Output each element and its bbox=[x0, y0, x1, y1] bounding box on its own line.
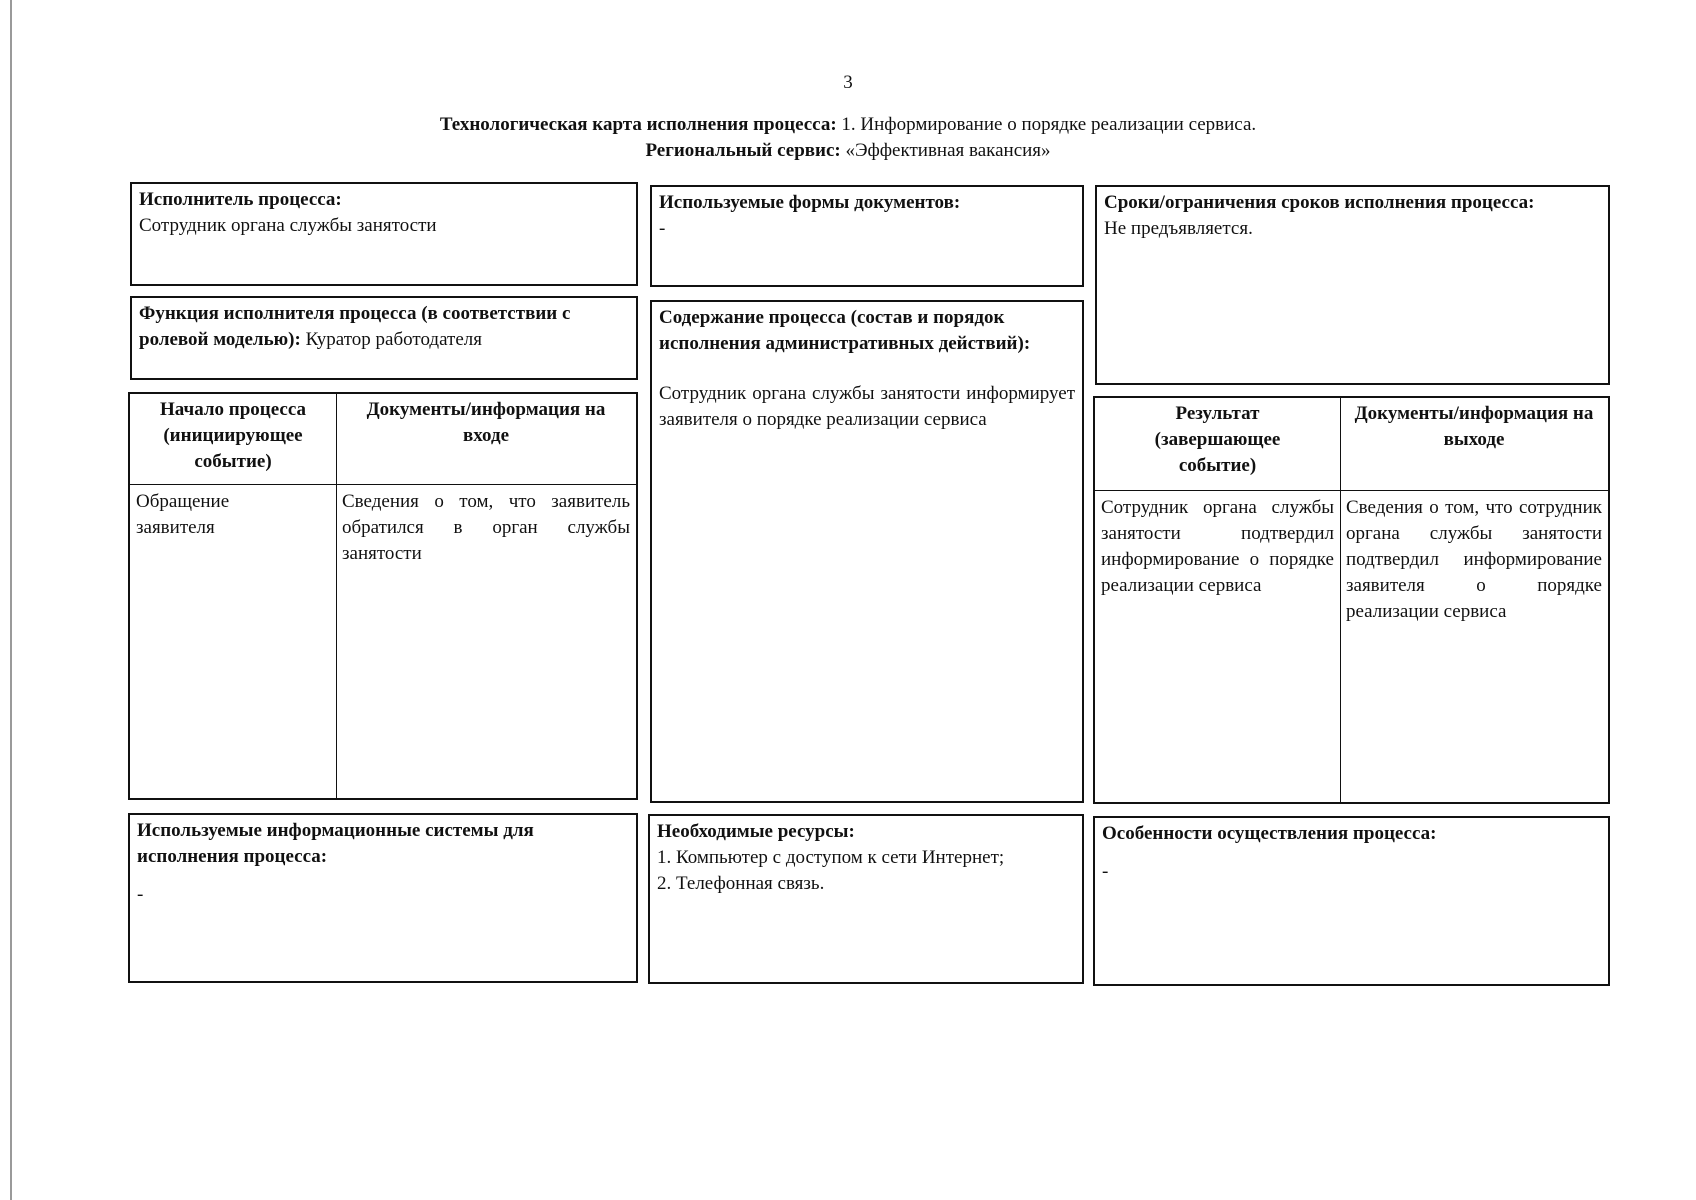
start-cell-event: Обращение заявителя bbox=[136, 491, 230, 538]
start-header-event: Начало процесса (инициирующее событие) bbox=[159, 399, 307, 472]
service-label: Региональный сервис: bbox=[645, 140, 841, 161]
resources-label: Необходимые ресурсы: bbox=[657, 821, 855, 842]
start-cell-docs: Сведения о том, что заявитель обратился в орган службы занятости bbox=[342, 491, 630, 564]
result-table bbox=[1093, 396, 1610, 804]
resources-item: 2. Телефонная связь. bbox=[657, 873, 825, 894]
function-value: Куратор работодателя bbox=[300, 329, 482, 350]
content-box bbox=[650, 300, 1084, 803]
content-value: Сотрудник органа службы занятости информирует заявителя о порядке реализации сервиса bbox=[659, 383, 1075, 430]
deadlines-box bbox=[1095, 185, 1610, 385]
executor-label: Исполнитель процесса: bbox=[139, 189, 342, 210]
forms-box bbox=[650, 185, 1084, 287]
resources-box bbox=[648, 814, 1084, 984]
executor-box bbox=[130, 182, 638, 286]
result-header-event: Результат (завершающее событие) bbox=[1154, 403, 1281, 476]
result-table-header-rule bbox=[1095, 490, 1608, 491]
content-label: Содержание процесса (состав и порядок исполнения административных действий): bbox=[659, 307, 1031, 354]
executor-value: Сотрудник органа службы занятости bbox=[139, 215, 437, 236]
function-label: Функция исполнителя процесса (в соответствии с ролевой моделью): bbox=[139, 303, 571, 350]
info-systems-box bbox=[128, 813, 638, 983]
start-table bbox=[128, 392, 638, 800]
info-systems-label: Используемые информационные системы для исполнения процесса: bbox=[137, 820, 534, 867]
result-cell-event: Сотрудник органа службы занятости подтвердил информирование о порядке реализации сервиса bbox=[1101, 497, 1334, 596]
forms-value: - bbox=[659, 218, 666, 239]
result-cell-docs: Сведения о том, что сотрудник органа службы занятости подтвердил информирование заявителя о порядке реализации сервиса bbox=[1346, 497, 1602, 622]
deadlines-label: Сроки/ограничения сроков исполнения процесса: bbox=[1104, 192, 1535, 213]
title-label: Технологическая карта исполнения процесса: bbox=[439, 114, 837, 135]
info-systems-value: - bbox=[137, 884, 144, 905]
start-table-header-rule bbox=[130, 484, 636, 485]
deadlines-value: Не предъявляется. bbox=[1104, 218, 1253, 239]
resources-item: 1. Компьютер с доступом к сети Интернет; bbox=[657, 847, 1005, 868]
features-box bbox=[1093, 816, 1610, 986]
start-table-divider bbox=[336, 394, 337, 798]
scan-edge-line bbox=[10, 0, 12, 1200]
start-header-docs: Документы/информация на входе bbox=[366, 399, 606, 446]
document-title bbox=[0, 112, 1696, 138]
title-value: 1. Информирование о порядке реализации сервиса. bbox=[836, 114, 1257, 135]
service-title bbox=[0, 138, 1696, 164]
page-number: 3 bbox=[843, 72, 853, 93]
service-value: «Эффективная вакансия» bbox=[840, 140, 1051, 161]
features-value: - bbox=[1102, 861, 1109, 882]
function-box bbox=[130, 296, 638, 380]
result-header-docs: Документы/информация на выходе bbox=[1354, 403, 1594, 450]
features-label: Особенности осуществления процесса: bbox=[1102, 823, 1437, 844]
forms-label: Используемые формы документов: bbox=[659, 192, 961, 213]
